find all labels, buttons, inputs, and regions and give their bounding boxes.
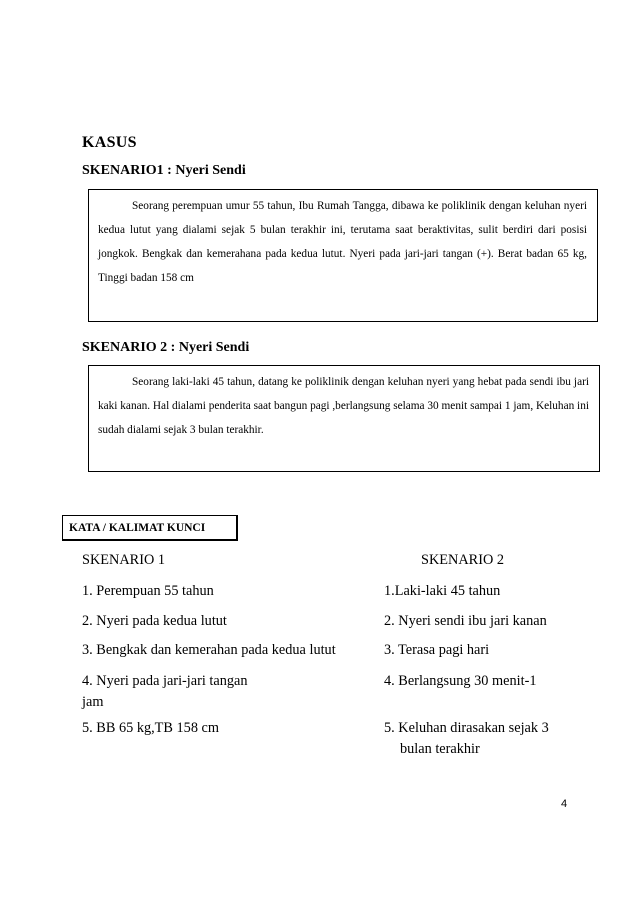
scenario2-box xyxy=(88,365,600,472)
list-item: 5. Keluhan dirasakan sejak 3 xyxy=(384,720,549,736)
list-item: 2. Nyeri sendi ibu jari kanan xyxy=(384,613,547,629)
list-item: 4. Nyeri pada jari-jari tangan xyxy=(82,673,248,689)
list-item: 2. Nyeri pada kedua lutut xyxy=(82,613,227,629)
list-item: 1.Laki-laki 45 tahun xyxy=(384,583,501,599)
list-item: 3. Terasa pagi hari xyxy=(384,642,490,658)
list-item: 1. Perempuan 55 tahun xyxy=(82,583,214,599)
list-item-wrap: bulan terakhir xyxy=(400,741,480,757)
keywords-col1-title: SKENARIO 1 xyxy=(82,552,166,568)
keywords-col2-title: SKENARIO 2 xyxy=(421,552,505,568)
list-item: 3. Bengkak dan kemerahan pada kedua lutut xyxy=(82,642,336,658)
scenario2-title: SKENARIO 2 : Nyeri Sendi xyxy=(82,340,250,355)
keywords-label: KATA / KALIMAT KUNCI xyxy=(62,515,238,541)
page-number: 4 xyxy=(561,798,568,810)
scenario1-box xyxy=(88,189,598,322)
list-item: 4. Berlangsung 30 menit-1 xyxy=(384,673,537,689)
scenario1-text: Seorang perempuan umur 55 tahun, Ibu Rumah Tangga, dibawa ke poliklinik dengan keluhan nyeri kedua lutut yang dialami sejak 5 bulan terakhir ini, terutama saat beraktivitas, sulit berdiri dari posisi jongkok. Bengkak dan kemerahana pada kedua lutut. Nyeri pada jari-jari tangan (+). Berat badan 65 kg, Tinggi badan 158 cm xyxy=(98,200,587,284)
scenario2-text: Seorang laki-laki 45 tahun, datang ke poliklinik dengan keluhan nyeri yang hebat pada sendi ibu jari kaki kanan. Hal dialami penderita saat bangun pagi ,berlangsung selama 30 menit sampai 1 jam, Keluhan ini sudah dialami sejak 3 bulan terakhir. xyxy=(98,376,589,436)
list-item: 5. BB 65 kg,TB 158 cm xyxy=(82,720,220,736)
section-heading: KASUS xyxy=(82,134,137,151)
scenario1-title: SKENARIO1 : Nyeri Sendi xyxy=(82,163,246,178)
list-item-wrap: jam xyxy=(82,694,104,710)
